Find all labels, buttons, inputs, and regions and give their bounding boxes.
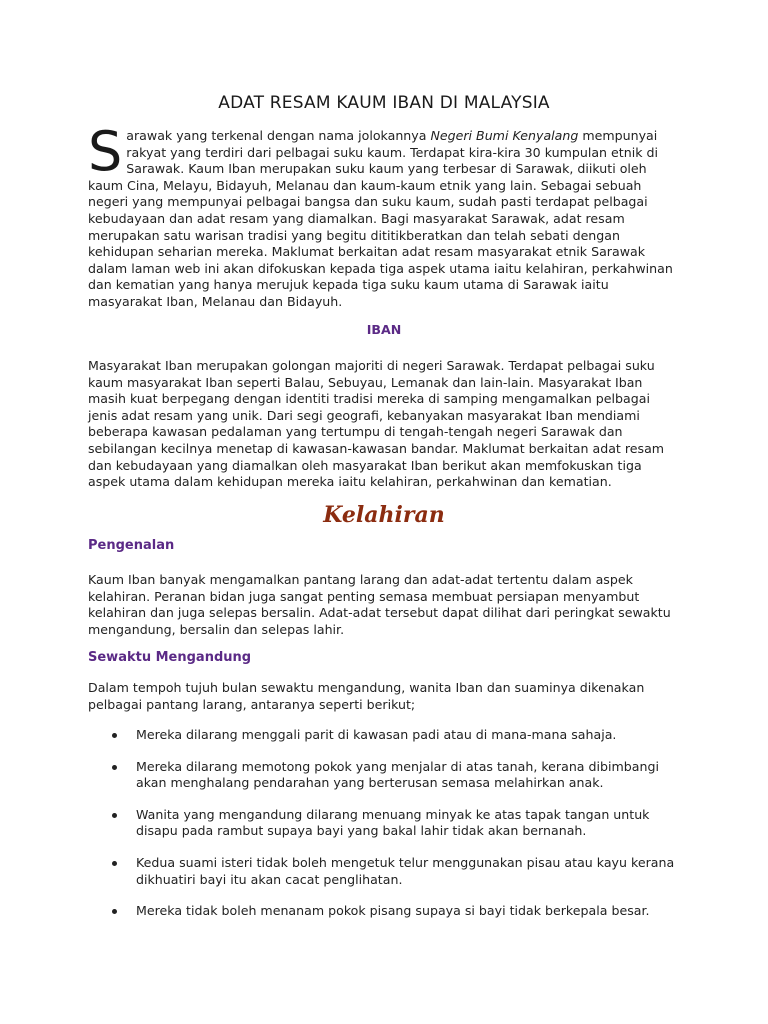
sewaktu-mengandung-heading: Sewaktu Mengandung [88, 650, 252, 665]
list-item-text: Mereka dilarang memotong pokok yang menjalar di atas tanah, kerana dibimbangi akan menghalang pendarahan yang berterusan semasa melahirkan anak. [136, 758, 659, 791]
list-item-text: Wanita yang mengandung dilarang menuang minyak ke atas tapak tangan untuk disapu pada rambut supaya bayi yang bakal lahir tidak akan bernanah. [136, 806, 650, 839]
sewaktu-mengandung-paragraph: Dalam tempoh tujuh bulan sewaktu mengandung, wanita Iban dan suaminya dikenakan pelbagai pantang larang, antaranya seperti berikut; [88, 680, 645, 712]
intro-paragraph [88, 120, 680, 311]
iban-section-heading: IBAN [366, 322, 402, 337]
list-item [88, 855, 680, 888]
bullet-icon [112, 733, 117, 738]
document-title: ADAT RESAM KAUM IBAN DI MALAYSIA [218, 93, 550, 113]
list-item [88, 807, 680, 840]
intro-text-start: arawak yang terkenal dengan nama jolokannya [126, 128, 431, 143]
bullet-icon [112, 861, 117, 866]
list-item [88, 727, 680, 744]
pengenalan-heading: Pengenalan [88, 538, 175, 553]
list-item [88, 759, 680, 792]
intro-italic-phrase: Negeri Bumi Kenyalang [430, 128, 579, 143]
list-item-text: Kedua suami isteri tidak boleh mengetuk telur menggunakan pisau atau kayu kerana dikhuatiri bayi itu akan cacat penglihatan. [136, 854, 675, 887]
bullet-icon [112, 813, 117, 818]
list-item-text: Mereka tidak boleh menanam pokok pisang supaya si bayi tidak berkepala besar. [136, 903, 650, 919]
intro-text-rest: mempunyai rakyat yang terdiri dari pelbagai suku kaum. Terdapat kira-kira 30 kumpulan etnik di Sarawak. Kaum Iban merupakan suku kaum yang terbesar di Sarawak, diikuti oleh kaum Cina, Melayu, Bidayuh, Melanau dan kaum-kaum etnik yang lain. Sebagai sebuah negeri yang mempunyai pelbagai bangsa dan suku kaum, sudah pasti terdapat pelbagai kebudayaan dan adat resam yang diamalkan. Bagi masyarakat Sarawak, adat resam merupakan satu warisan tradisi yang begitu dititikberatkan dan telah sebati dengan kehidupan seharian mereka. Maklumat berkaitan adat resam masyarakat etnik Sarawak dalam laman web ini akan difokuskan kepada tiga aspek utama iaitu kelahiran, perkahwinan dan kematian yang hanya merujuk kepada tiga suku kaum utama di Sarawak iaitu masyarakat Iban, Melanau dan Bidayuh. [88, 128, 673, 309]
pantang-larang-list [88, 727, 680, 935]
bullet-icon [112, 909, 117, 914]
list-item-text: Mereka dilarang menggali parit di kawasan padi atau di mana-mana sahaja. [136, 727, 617, 742]
iban-paragraph: Masyarakat Iban merupakan golongan majoriti di negeri Sarawak. Terdapat pelbagai suku kaum masyarakat Iban seperti Balau, Sebuyau, Lemanak dan lain-lain. Masyarakat Iban masih kuat berpegang dengan identiti tradisi mereka di samping mengamalkan pelbagai jenis adat resam yang unik. Dari segi geografi, kebanyakan masyarakat Iban mendiami beberapa kawasan pedalaman yang tertumpu di tengah-tengah negeri Sarawak dan sebilangan kecilnya menetap di kawasan-kawasan bandar. Maklumat berkaitan adat resam dan kebudayaan yang diamalkan oleh masyarakat Iban berikut akan memfokuskan tiga aspek utama dalam kehidupan mereka iaitu kelahiran, perkahwinan dan kematian. [88, 358, 665, 490]
drop-cap-letter: S [88, 120, 123, 183]
kelahiran-heading: Kelahiran [323, 502, 445, 528]
pengenalan-paragraph: Kaum Iban banyak mengamalkan pantang larang dan adat-adat tertentu dalam aspek kelahiran. Peranan bidan juga sangat penting semasa membuat persiapan menyambut kelahiran dan juga selepas bersalin. Adat-adat tersebut dapat dilihat dari peringkat sewaktu mengandung, bersalin dan selepas lahir. [88, 572, 671, 637]
list-item [88, 903, 680, 920]
bullet-icon [112, 765, 117, 770]
